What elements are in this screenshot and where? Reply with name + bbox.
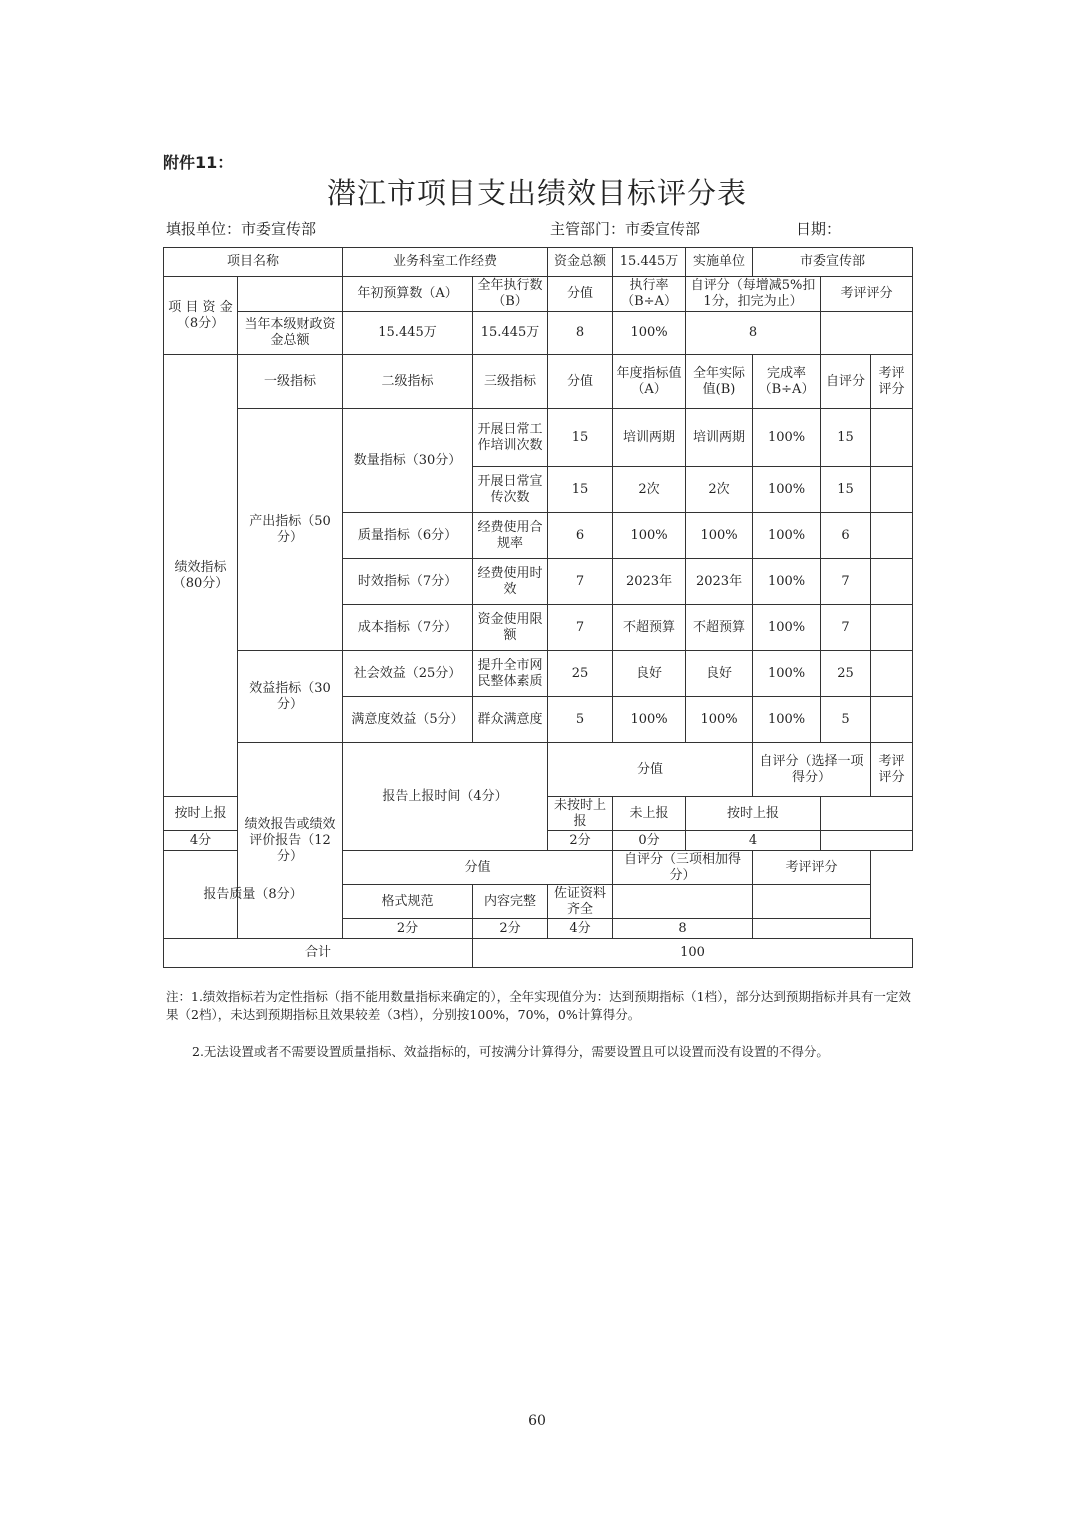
total-row — [164, 939, 913, 968]
indicator-target: 2次 — [613, 467, 686, 513]
project-row — [164, 248, 913, 277]
quality-format-score: 2分 — [343, 919, 473, 939]
funds-value-row — [164, 312, 913, 355]
indicator-self: 25 — [821, 651, 871, 697]
report-time-label: 报告上报时间（4分） — [343, 743, 548, 851]
indicator-target: 100% — [613, 697, 686, 743]
funds-budget-header: 年初预算数（A） — [343, 277, 473, 312]
indicator-actual: 100% — [686, 697, 753, 743]
l3-indicator: 经费使用合规率 — [473, 513, 548, 559]
l3-indicator: 经费使用时效 — [473, 559, 548, 605]
funds-row-label: 当年本级财政资金总额 — [238, 312, 343, 355]
self-quality-score: 8 — [613, 919, 753, 939]
note-1: 注：1.绩效指标若为定性指标（指不能用数量指标来确定的），全年实现值分为：达到预期指标（1档），部分达到预期指标并具有一定效果（2档），未达到预期指标且效果较差（3档），分别按100%，70%，0%计算得分。 — [166, 989, 911, 1022]
indicator-rate: 100% — [753, 467, 821, 513]
self-time-score: 4 — [686, 831, 821, 851]
funds-header-row — [164, 277, 913, 312]
social-indicator-label: 社会效益（25分） — [343, 651, 473, 697]
funds-rate: 100% — [613, 312, 686, 355]
funds-exec: 15.445万 — [473, 312, 548, 355]
fill-unit: 填报单位：市委宣传部 — [166, 220, 317, 238]
funds-budget: 15.445万 — [343, 312, 473, 355]
option-not-reported-score: 0分 — [613, 831, 686, 851]
indicator-self: 15 — [821, 467, 871, 513]
option-on-time: 按时上报 — [164, 797, 238, 831]
indicator-actual: 培训两期 — [686, 409, 753, 467]
indicator-rate: 100% — [753, 697, 821, 743]
quality-review-empty — [753, 885, 871, 919]
indicator-self: 7 — [821, 559, 871, 605]
indicator-actual: 2次 — [686, 467, 753, 513]
quality-content: 内容完整 — [473, 885, 548, 919]
funds-review — [821, 312, 913, 355]
funds-label: 项 目 资 金（8分） — [164, 277, 238, 355]
report-label: 绩效报告或绩效评价报告（12分） — [238, 743, 343, 939]
indicator-target: 不超预算 — [613, 605, 686, 651]
indicator-score: 15 — [548, 467, 613, 513]
option-on-time-score: 4分 — [164, 831, 238, 851]
exec-unit: 市委宣传部 — [753, 248, 913, 277]
supervising-dept: 主管部门：市委宣传部 — [550, 220, 701, 238]
output-indicator-label: 产出指标（50分） — [238, 409, 343, 651]
indicator-score: 7 — [548, 559, 613, 605]
perf-rate-header: 完成率（B÷A） — [753, 355, 821, 409]
l3-indicator: 群众满意度 — [473, 697, 548, 743]
option-not-reported: 未上报 — [613, 797, 686, 831]
perf-l2-header: 二级指标 — [343, 355, 473, 409]
indicator-score: 15 — [548, 409, 613, 467]
funds-empty-cell — [238, 277, 343, 312]
page-title: 潜江市项目支出绩效目标评分表 — [326, 176, 747, 210]
indicator-score: 25 — [548, 651, 613, 697]
report-quality-review-label: 考评评分 — [753, 851, 871, 885]
indicator-review — [871, 467, 913, 513]
indicator-actual: 良好 — [686, 651, 753, 697]
indicator-review — [871, 409, 913, 467]
attachment-label: 附件11： — [163, 153, 234, 172]
satisfaction-indicator-label: 满意度效益（5分） — [343, 697, 473, 743]
report-quality-header-row — [164, 851, 913, 885]
funds-self: 8 — [686, 312, 821, 355]
benefit-indicator-label: 效益指标（30分） — [238, 651, 343, 743]
indicator-review — [871, 513, 913, 559]
quality-review-score — [753, 919, 871, 939]
date-label: 日期： — [796, 220, 842, 238]
funds-review-header: 考评评分 — [821, 277, 913, 312]
report-time-header-row — [164, 743, 913, 797]
cost-indicator-label: 成本指标（7分） — [343, 605, 473, 651]
option-late: 未按时上报 — [548, 797, 613, 831]
l3-indicator: 提升全市网民整体素质 — [477, 657, 543, 689]
table-row — [164, 409, 913, 467]
perf-header-row — [164, 355, 913, 409]
indicator-actual: 100% — [686, 513, 753, 559]
quality-self-empty — [613, 885, 753, 919]
self-choice: 按时上报 — [686, 797, 821, 831]
indicator-rate: 100% — [753, 559, 821, 605]
indicator-rate: 100% — [753, 651, 821, 697]
indicator-actual: 2023年 — [686, 559, 753, 605]
perf-target-header: 年度指标值（A） — [613, 355, 686, 409]
perf-actual-header: 全年实际值(B) — [686, 355, 753, 409]
indicator-review — [871, 697, 913, 743]
perf-label: 绩效指标（80分） — [164, 355, 238, 797]
perf-l3-header: 三级指标 — [473, 355, 548, 409]
indicator-self: 5 — [821, 697, 871, 743]
indicator-actual: 不超预算 — [686, 605, 753, 651]
quality-indicator-label: 质量指标（6分） — [343, 513, 473, 559]
indicator-self: 15 — [821, 409, 871, 467]
funds-self-header: 自评分（每增减5%扣1分，扣完为止） — [686, 277, 821, 312]
indicator-review — [871, 605, 913, 651]
score-table — [163, 247, 913, 968]
indicator-review — [871, 651, 913, 697]
indicator-review — [871, 559, 913, 605]
indicator-self: 6 — [821, 513, 871, 559]
l3-indicator: 资金使用限额 — [473, 605, 548, 651]
l3-indicator: 开展日常工作培训次数 — [473, 409, 548, 467]
quantity-indicator-label: 数量指标（30分） — [343, 409, 473, 513]
funds-score: 8 — [548, 312, 613, 355]
fund-total: 15.445万 — [613, 248, 686, 277]
indicator-score: 7 — [548, 605, 613, 651]
report-quality-label: 报告质量（8分） — [164, 851, 343, 939]
fund-total-label: 资金总额 — [548, 248, 613, 277]
report-time-review-score — [821, 831, 913, 851]
indicator-target: 2023年 — [613, 559, 686, 605]
indicator-score: 6 — [548, 513, 613, 559]
quality-content-score: 2分 — [473, 919, 548, 939]
perf-review-header: 考评评分 — [871, 355, 913, 409]
quality-evidence-score: 4分 — [548, 919, 613, 939]
page-number: 60 — [528, 1413, 546, 1429]
perf-score-header: 分值 — [548, 355, 613, 409]
report-time-review — [821, 797, 913, 831]
project-name-label: 项目名称 — [164, 248, 343, 277]
project-name: 业务科室工作经费 — [343, 248, 548, 277]
quality-evidence: 佐证资料齐全 — [548, 885, 613, 919]
funds-rate-header: 执行率（B÷A） — [613, 277, 686, 312]
time-indicator-label: 时效指标（7分） — [343, 559, 473, 605]
indicator-self: 7 — [821, 605, 871, 651]
report-time-score-label: 分值 — [548, 743, 753, 797]
quality-format: 格式规范 — [343, 885, 473, 919]
indicator-target: 培训两期 — [613, 409, 686, 467]
funds-score-header: 分值 — [548, 277, 613, 312]
indicator-target: 100% — [613, 513, 686, 559]
note-2: 2.无法设置或者不需要设置质量指标、效益指标的，可按满分计算得分，需要设置且可以设置而没有设置的不得分。 — [192, 1044, 829, 1059]
report-time-self-label: 自评分（选择一项得分） — [753, 743, 871, 797]
indicator-score: 5 — [548, 697, 613, 743]
perf-l1-header: 一级指标 — [238, 355, 343, 409]
report-time-review-label: 考评评分 — [871, 743, 913, 797]
funds-exec-header: 全年执行数（B） — [473, 277, 548, 312]
indicator-rate: 100% — [753, 513, 821, 559]
total-value: 100 — [473, 939, 913, 968]
table-row — [164, 651, 913, 697]
perf-self-header: 自评分 — [821, 355, 871, 409]
indicator-rate: 100% — [753, 605, 821, 651]
exec-unit-label: 实施单位 — [686, 248, 753, 277]
total-label: 合计 — [164, 939, 473, 968]
indicator-rate: 100% — [753, 409, 821, 467]
indicator-target: 良好 — [613, 651, 686, 697]
l3-indicator: 开展日常宣传次数 — [473, 467, 548, 513]
option-late-score: 2分 — [548, 831, 613, 851]
report-quality-self-label: 自评分（三项相加得分） — [613, 851, 753, 885]
report-quality-score-label: 分值 — [343, 851, 613, 885]
